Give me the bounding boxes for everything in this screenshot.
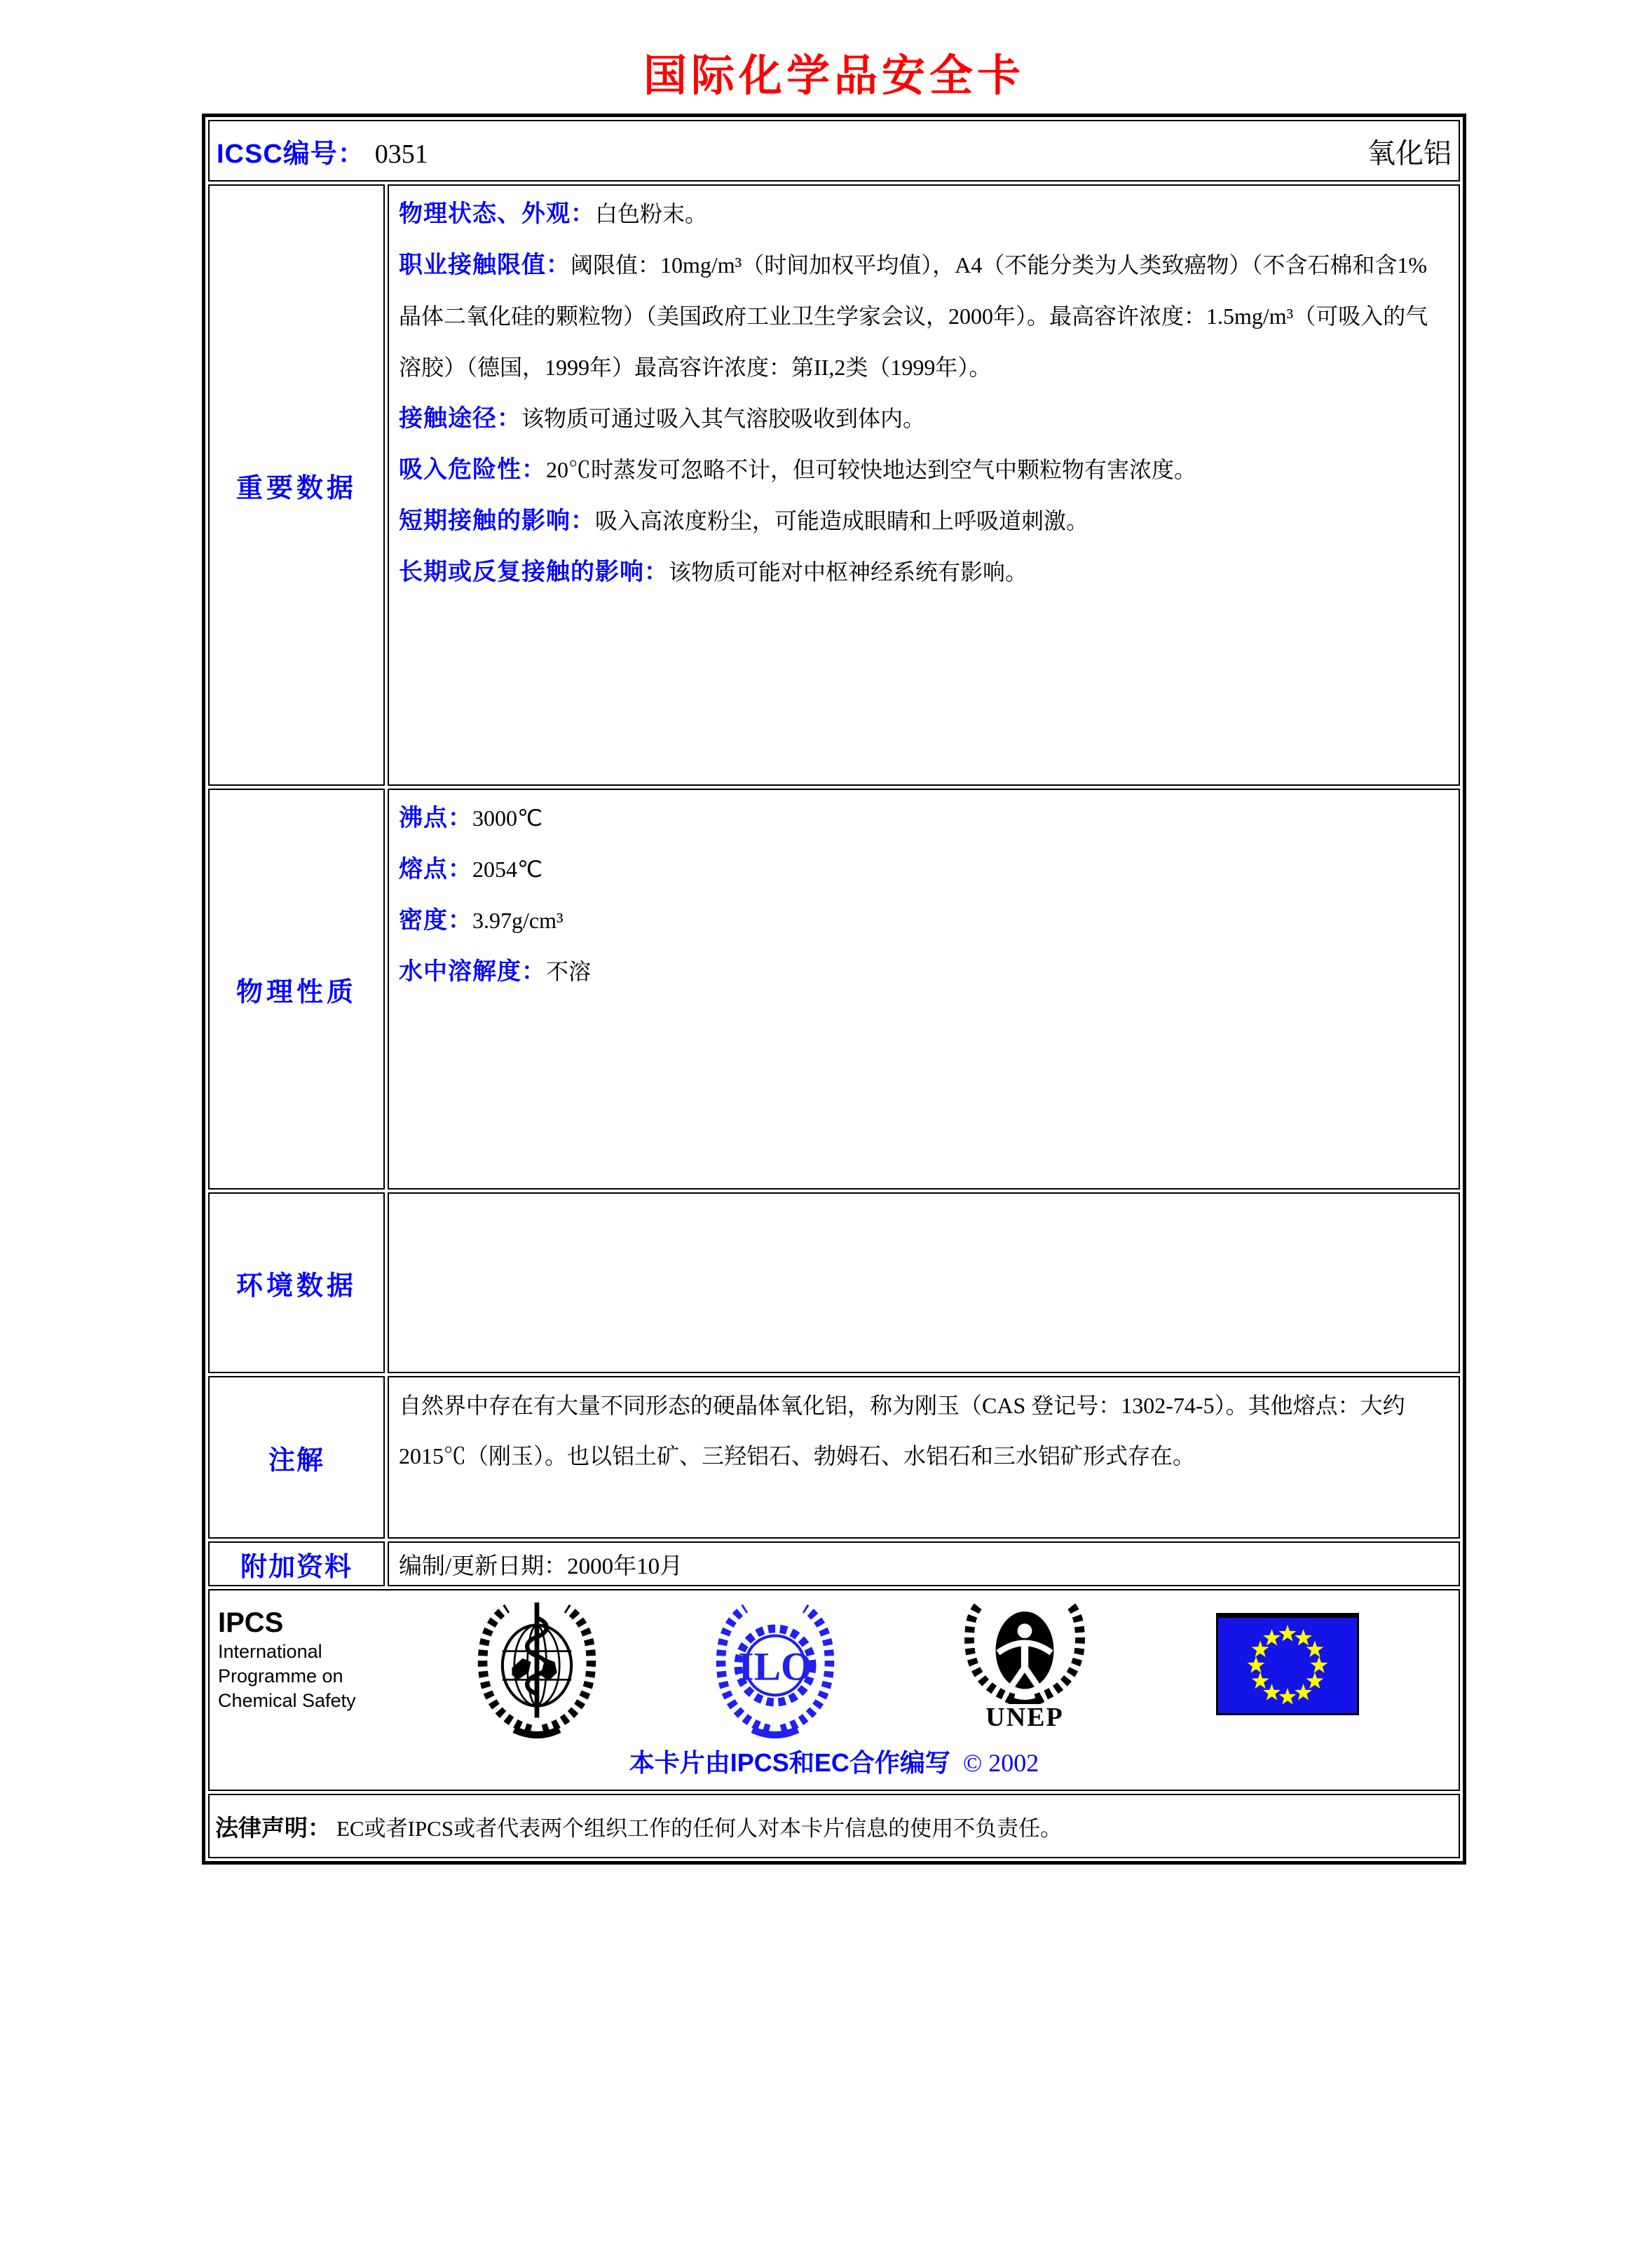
important-data-row [208,184,1460,786]
additional-info-content: 编制/更新日期：2000年10月 [388,1541,1460,1586]
line-label: 水中溶解度： [399,958,546,985]
important-data-label: 重要数据 [208,184,385,786]
attribution-caption [210,1743,1459,1779]
line-text: 吸入高浓度粉尘，可能造成眼睛和上呼吸道刺激。 [595,508,1089,533]
ipcs-text-block [218,1606,356,1713]
data-line [399,559,1028,585]
line-text: 阈限值：10mg/m³（时间加权平均值），A4（不能分类为人类致癌物）（不含石棉和含1%晶体二氧化硅的颗粒物）（美国政府工业卫生学家会议，2000年）。最高容许浓度：1.5mg/m³（可吸入的气溶胶）（德国，1999年）最高容许浓度：第II,2类（1999年）。 [399,252,1428,380]
line-label: 吸入危险性： [399,456,546,483]
ilo-emblem-icon [709,1599,842,1743]
copyright-text: © 2002 [962,1749,1039,1777]
additional-info-label: 附加资料 [208,1541,385,1586]
unep-wordmark: UNEP [985,1703,1064,1732]
line-label: 长期或反复接触的影响： [399,559,669,585]
ipcs-name: IPCS [218,1607,284,1638]
line-text: 20℃时蒸发可忽略不计，但可较快地达到空气中颗粒物有害浓度。 [546,457,1197,482]
data-line [399,457,1196,482]
who-emblem-icon [470,1599,603,1743]
data-line [399,406,925,431]
data-line [399,201,707,226]
additional-info-row [208,1541,1460,1586]
icsc-number-group [217,132,428,170]
line-text: 3000℃ [472,805,542,831]
icsc-header-cell [208,120,1460,182]
line-text: 2054℃ [472,857,542,882]
physical-properties-label: 物理性质 [208,789,385,1190]
line-label: 接触途径： [399,405,521,432]
property-line [399,895,1449,946]
environmental-data-label: 环境数据 [208,1192,385,1373]
data-line [399,252,1428,380]
line-text: 该物质可能对中枢神经系统有影响。 [669,559,1028,585]
data-line [399,508,1088,533]
line-text: 3.97g/cm³ [472,908,564,933]
line-label: 密度： [399,907,472,934]
icsc-number-label: ICSC编号： [217,139,365,169]
line-label: 熔点： [399,856,472,883]
notes-content [388,1376,1460,1539]
line-label: 物理状态、外观： [399,200,595,227]
legal-label: 法律声明： [215,1814,331,1841]
line-label: 职业接触限值： [399,252,571,278]
logos-cell [208,1589,1460,1791]
icsc-number-value: 0351 [374,139,428,169]
line-label: 短期接触的影响： [399,507,595,534]
page-title: 国际化学品安全卡 [643,53,1025,100]
ipcs-subline: International [218,1641,322,1662]
property-line [399,946,1449,997]
environmental-data-row [208,1192,1460,1373]
ipcs-subline: Programme on [218,1665,343,1687]
environmental-data-content [388,1192,1460,1373]
ilo-monogram: ILO [738,1644,812,1689]
important-data-content [388,184,1460,786]
line-text: 不溶 [546,959,592,984]
line-label: 沸点： [399,805,472,831]
physical-properties-content [388,789,1460,1190]
notes-label: 注解 [208,1376,385,1539]
legal-text: EC或者IPCS或者代表两个组织工作的任何人对本卡片信息的使用不负责任。 [336,1816,1063,1841]
eu-flag-icon [1216,1613,1359,1715]
chemical-name: 氧化铝 [1367,137,1452,169]
logos-row [208,1589,1460,1791]
notes-text: 自然界中存在有大量不同形态的硬晶体氧化铝，称为刚玉（CAS 登记号：1302-74-5）。其他熔点：大约2015℃（刚玉）。也以铝土矿、三羟铝石、勃姆石、水铝石和三水铝矿形式存在。 [399,1393,1405,1469]
physical-properties-row [208,789,1460,1190]
line-text: 白色粉末。 [595,201,708,226]
unep-emblem-icon [958,1599,1091,1733]
line-text: 该物质可通过吸入其气溶胶吸收到体内。 [521,406,926,431]
icsc-card-table [202,114,1466,1865]
property-line [399,793,1449,844]
ipcs-subline: Chemical Safety [218,1690,356,1711]
header-row [208,120,1460,182]
eu-stars [1248,1625,1328,1705]
notes-row [208,1376,1460,1539]
legal-row [208,1794,1460,1858]
legal-notice [208,1794,1460,1858]
attribution-text: 本卡片由IPCS和EC合作编写 [629,1748,950,1777]
property-line [399,844,1449,895]
